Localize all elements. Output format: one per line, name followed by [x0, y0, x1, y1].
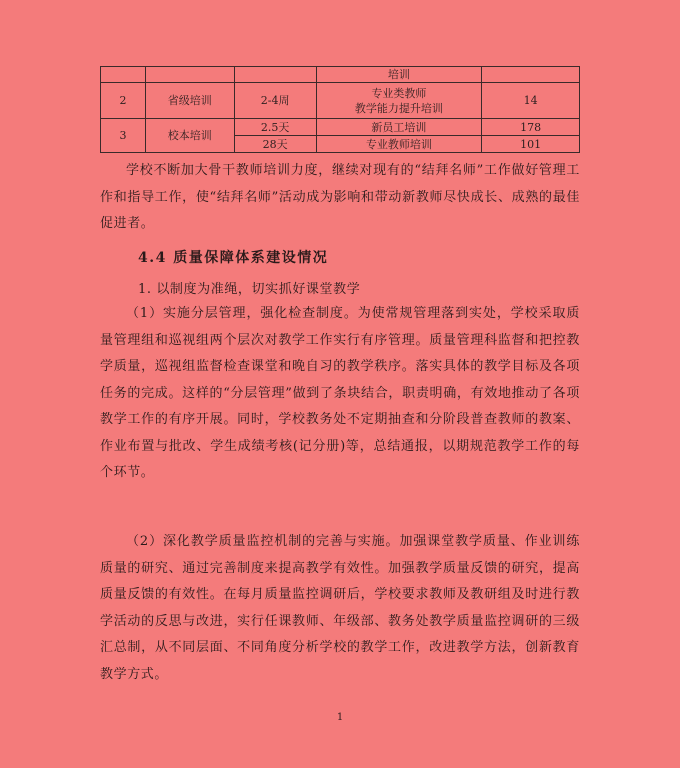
paragraph-layered-management: （1）实施分层管理，强化检查制度。为使常规管理落到实处，学校采取质量管理组和巡视组两个层次对教学工作实行有序管理。质量管理科监督和把控教学质量，巡视组监督检查课堂和晚自习的教学秩序。落实具体的教学目标及各项任务的完成。这样的“分层管理”做到了条块结合，职责明确，有效地推动了各项教学工作的有序开展。同时，学校教务处不定期抽查和分阶段普查教师的教案、作业布置与批改、学生成绩考核(记分册)等，总结通报，以期规范教学工作的每个环节。 [100, 306, 580, 480]
table-cell [482, 67, 580, 83]
table-row [101, 119, 580, 136]
paragraph-mentor-training: 学校不断加大骨干教师培训力度，继续对现有的“结拜名师”工作做好管理工作和指导工作，使“结拜名师”活动成为影响和带动新教师尽快成长、成熟的最佳促进者。 [100, 163, 580, 231]
table-cell: 178 [482, 119, 580, 136]
table-cell: 新员工培训 [316, 119, 482, 136]
table-cell: 2 [101, 83, 146, 119]
table-cell: 14 [482, 83, 580, 119]
table-cell: 28天 [234, 136, 316, 153]
table-row [101, 67, 580, 83]
table-cell: 2.5天 [234, 119, 316, 136]
page-number: 1 [336, 712, 344, 723]
training-table [100, 66, 580, 153]
paragraph-quality-monitoring: （2）深化教学质量监控机制的完善与实施。加强课堂教学质量、作业训练质量的研究、通过完善制度来提高教学有效性。加强教学质量反馈的研究，提高质量反馈的有效性。在每月质量监控调研后，学校要求教师及教研组及时进行教学活动的反思与改进，实行任课教师、年级部、教务处教学质量监控调研的三级汇总制，从不同层面、不同角度分析学校的教学工作，改进教学方法，创新教育教学方式。 [100, 534, 580, 682]
table-cell: 3 [101, 119, 146, 153]
table-row [101, 83, 580, 119]
table-cell: 培训 [316, 67, 482, 83]
table-cell: 2-4周 [234, 83, 316, 119]
table-cell: 101 [482, 136, 580, 153]
table-cell [145, 67, 234, 83]
table-cell: 校本培训 [145, 119, 234, 153]
table-cell [234, 67, 316, 83]
section-heading: 4.4 质量保障体系建设情况 [138, 250, 329, 266]
table-cell: 专业教师培训 [316, 136, 482, 153]
table-cell: 省级培训 [145, 83, 234, 119]
subsection-heading: 1. 以制度为准绳，切实抓好课堂教学 [138, 282, 361, 297]
table-cell [101, 67, 146, 83]
table-cell: 专业类教师 教学能力提升培训 [316, 83, 482, 119]
